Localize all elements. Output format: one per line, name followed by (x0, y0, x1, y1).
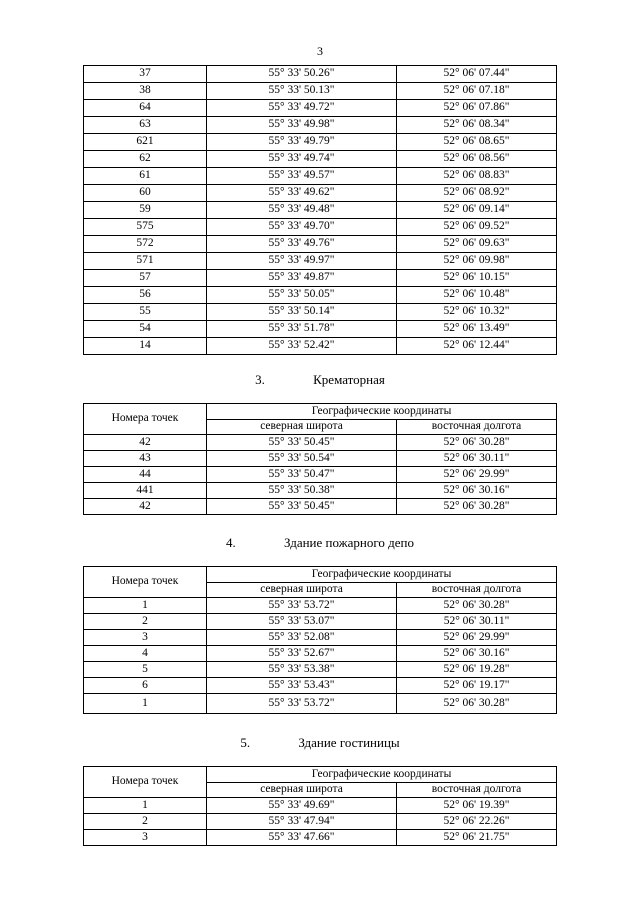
longitude-cell: 52° 06' 07.86" (397, 100, 557, 117)
section-title-3 (0, 372, 640, 388)
point-number-cell: 575 (84, 219, 207, 236)
longitude-cell: 52° 06' 09.98" (397, 253, 557, 270)
longitude-cell: 52° 06' 30.28" (397, 598, 557, 614)
latitude-cell: 55° 33' 50.47" (207, 467, 397, 483)
longitude-cell: 52° 06' 10.48" (397, 287, 557, 304)
longitude-cell: 52° 06' 22.26" (397, 814, 557, 830)
table-row (84, 614, 557, 630)
longitude-cell: 52° 06' 19.39" (397, 798, 557, 814)
longitude-cell: 52° 06' 13.49" (397, 321, 557, 338)
table-row (84, 694, 557, 714)
table-row (84, 134, 557, 151)
latitude-cell: 55° 33' 49.87" (207, 270, 397, 287)
latitude-cell: 55° 33' 49.69" (207, 798, 397, 814)
latitude-cell: 55° 33' 50.38" (207, 483, 397, 499)
longitude-cell: 52° 06' 08.92" (397, 185, 557, 202)
header-longitude: восточная долгота (397, 419, 557, 435)
point-number-cell: 3 (84, 630, 207, 646)
section-name: Крематорная (313, 372, 385, 387)
latitude-cell: 55° 33' 53.38" (207, 662, 397, 678)
longitude-cell: 52° 06' 09.52" (397, 219, 557, 236)
header-points: Номера точек (84, 767, 207, 798)
point-number-cell: 61 (84, 168, 207, 185)
point-number-cell: 572 (84, 236, 207, 253)
table-row (84, 287, 557, 304)
latitude-cell: 55° 33' 50.13" (207, 83, 397, 100)
point-number-cell: 3 (84, 830, 207, 846)
longitude-cell: 52° 06' 29.99" (397, 630, 557, 646)
point-number-cell: 37 (84, 66, 207, 83)
point-number-cell: 4 (84, 646, 207, 662)
point-number-cell: 441 (84, 483, 207, 499)
table-row (84, 678, 557, 694)
point-number-cell: 56 (84, 287, 207, 304)
point-number-cell: 44 (84, 467, 207, 483)
table-row (84, 117, 557, 134)
point-number-cell: 62 (84, 151, 207, 168)
longitude-cell: 52° 06' 30.11" (397, 451, 557, 467)
point-number-cell: 55 (84, 304, 207, 321)
header-latitude: северная широта (207, 582, 397, 598)
latitude-cell: 55° 33' 52.42" (207, 338, 397, 355)
coordinates-table-fire-depot (83, 566, 557, 714)
longitude-cell: 52° 06' 10.32" (397, 304, 557, 321)
table-row (84, 646, 557, 662)
point-number-cell: 1 (84, 598, 207, 614)
table-row (84, 168, 557, 185)
longitude-cell: 52° 06' 30.28" (397, 435, 557, 451)
latitude-cell: 55° 33' 53.72" (207, 694, 397, 714)
latitude-cell: 55° 33' 49.97" (207, 253, 397, 270)
section-number: 3. (255, 372, 265, 387)
longitude-cell: 52° 06' 30.11" (397, 614, 557, 630)
section-title-5 (0, 735, 640, 751)
table-row (84, 304, 557, 321)
point-number-cell: 60 (84, 185, 207, 202)
longitude-cell: 52° 06' 19.28" (397, 662, 557, 678)
point-number-cell: 1 (84, 694, 207, 714)
point-number-cell: 57 (84, 270, 207, 287)
latitude-cell: 55° 33' 53.72" (207, 598, 397, 614)
latitude-cell: 55° 33' 50.26" (207, 66, 397, 83)
latitude-cell: 55° 33' 49.70" (207, 219, 397, 236)
longitude-cell: 52° 06' 12.44" (397, 338, 557, 355)
latitude-cell: 55° 33' 50.14" (207, 304, 397, 321)
header-coords: Географические координаты (207, 767, 557, 783)
coordinates-table-continued (83, 65, 557, 355)
point-number-cell: 42 (84, 499, 207, 515)
table-row (84, 151, 557, 168)
coordinates-table-crematory (83, 403, 557, 515)
latitude-cell: 55° 33' 53.07" (207, 614, 397, 630)
table-row (84, 219, 557, 236)
table-row (84, 798, 557, 814)
table-row (84, 630, 557, 646)
longitude-cell: 52° 06' 09.14" (397, 202, 557, 219)
point-number-cell: 2 (84, 814, 207, 830)
longitude-cell: 52° 06' 30.28" (397, 499, 557, 515)
longitude-cell: 52° 06' 09.63" (397, 236, 557, 253)
latitude-cell: 55° 33' 51.78" (207, 321, 397, 338)
latitude-cell: 55° 33' 49.79" (207, 134, 397, 151)
latitude-cell: 55° 33' 52.67" (207, 646, 397, 662)
table-row (84, 236, 557, 253)
latitude-cell: 55° 33' 50.05" (207, 287, 397, 304)
table-row (84, 66, 557, 83)
page-number: 3 (317, 44, 323, 58)
header-latitude: северная широта (207, 782, 397, 798)
point-number-cell: 571 (84, 253, 207, 270)
longitude-cell: 52° 06' 29.99" (397, 467, 557, 483)
section-title-4 (0, 535, 640, 551)
table-row (84, 830, 557, 846)
longitude-cell: 52° 06' 19.17" (397, 678, 557, 694)
longitude-cell: 52° 06' 08.83" (397, 168, 557, 185)
table-row (84, 100, 557, 117)
section-name: Здание гостиницы (298, 735, 400, 750)
latitude-cell: 55° 33' 50.54" (207, 451, 397, 467)
table-row (84, 185, 557, 202)
longitude-cell: 52° 06' 08.56" (397, 151, 557, 168)
point-number-cell: 1 (84, 798, 207, 814)
latitude-cell: 55° 33' 52.08" (207, 630, 397, 646)
table-row (84, 451, 557, 467)
header-points: Номера точек (84, 404, 207, 435)
header-longitude: восточная долгота (397, 582, 557, 598)
point-number-cell: 621 (84, 134, 207, 151)
header-longitude: восточная долгота (397, 782, 557, 798)
latitude-cell: 55° 33' 49.62" (207, 185, 397, 202)
point-number-cell: 38 (84, 83, 207, 100)
table-row (84, 338, 557, 355)
latitude-cell: 55° 33' 50.45" (207, 435, 397, 451)
latitude-cell: 55° 33' 47.94" (207, 814, 397, 830)
table-row (84, 598, 557, 614)
longitude-cell: 52° 06' 30.16" (397, 646, 557, 662)
header-latitude: северная широта (207, 419, 397, 435)
section-name: Здание пожарного депо (284, 535, 414, 550)
section-number: 4. (226, 535, 236, 550)
longitude-cell: 52° 06' 30.16" (397, 483, 557, 499)
longitude-cell: 52° 06' 07.44" (397, 66, 557, 83)
table-row (84, 814, 557, 830)
latitude-cell: 55° 33' 49.72" (207, 100, 397, 117)
longitude-cell: 52° 06' 10.15" (397, 270, 557, 287)
latitude-cell: 55° 33' 49.74" (207, 151, 397, 168)
table-row (84, 435, 557, 451)
point-number-cell: 54 (84, 321, 207, 338)
point-number-cell: 42 (84, 435, 207, 451)
table-row (84, 83, 557, 100)
point-number-cell: 43 (84, 451, 207, 467)
table-row (84, 483, 557, 499)
longitude-cell: 52° 06' 30.28" (397, 694, 557, 714)
table-row (84, 321, 557, 338)
point-number-cell: 6 (84, 678, 207, 694)
longitude-cell: 52° 06' 07.18" (397, 83, 557, 100)
latitude-cell: 55° 33' 50.45" (207, 499, 397, 515)
point-number-cell: 2 (84, 614, 207, 630)
longitude-cell: 52° 06' 21.75" (397, 830, 557, 846)
section-number: 5. (240, 735, 251, 750)
latitude-cell: 55° 33' 49.48" (207, 202, 397, 219)
point-number-cell: 64 (84, 100, 207, 117)
point-number-cell: 63 (84, 117, 207, 134)
latitude-cell: 55° 33' 47.66" (207, 830, 397, 846)
table-row (84, 499, 557, 515)
latitude-cell: 55° 33' 53.43" (207, 678, 397, 694)
latitude-cell: 55° 33' 49.98" (207, 117, 397, 134)
latitude-cell: 55° 33' 49.76" (207, 236, 397, 253)
point-number-cell: 5 (84, 662, 207, 678)
header-coords: Географические координаты (207, 567, 557, 583)
header-points: Номера точек (84, 567, 207, 598)
header-coords: Географические координаты (207, 404, 557, 420)
point-number-cell: 14 (84, 338, 207, 355)
point-number-cell: 59 (84, 202, 207, 219)
table-row (84, 253, 557, 270)
latitude-cell: 55° 33' 49.57" (207, 168, 397, 185)
table-row (84, 662, 557, 678)
longitude-cell: 52° 06' 08.65" (397, 134, 557, 151)
table-row (84, 467, 557, 483)
table-row (84, 202, 557, 219)
table-row (84, 270, 557, 287)
coordinates-table-hotel (83, 766, 557, 846)
longitude-cell: 52° 06' 08.34" (397, 117, 557, 134)
